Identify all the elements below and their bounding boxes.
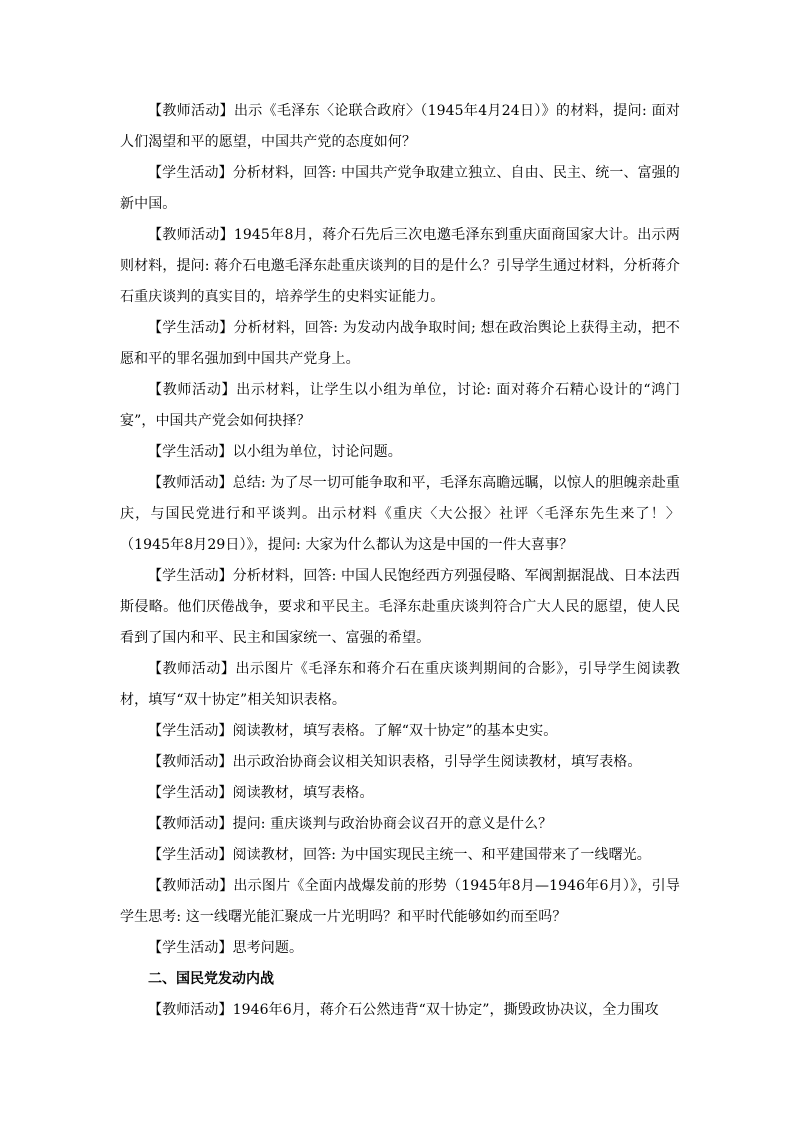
paragraph-teacher-8: 【教师活动】出示图片《全面内战爆发前的形势（1945年8月—1946年6月）》，引导学生思考: 这一线曙光能汇聚成一片光明吗？和平时代能够如约而至吗？ bbox=[120, 878, 680, 925]
paragraph-student-6: 【学生活动】阅读教材，填写表格。 bbox=[148, 785, 374, 801]
document-body bbox=[120, 96, 680, 1026]
paragraph-student-1: 【学生活动】分析材料，回答: 中国共产党争取建立独立、自由、民主、统一、富强的新中国。 bbox=[120, 165, 680, 212]
paragraph-student-4: 【学生活动】分析材料，回答: 中国人民饱经西方列强侵略、军阀割据混战、日本法西斯侵略。他们厌倦战争，要求和平民主。毛泽东赴重庆谈判符合广大人民的愿望，使人民看到了国内和平、民主和国家统一、富强的希望。 bbox=[120, 568, 680, 646]
paragraph-student-2: 【学生活动】分析材料，回答: 为发动内战争取时间; 想在政治舆论上获得主动，把不愿和平的罪名强加到中国共产党身上。 bbox=[120, 320, 680, 367]
paragraph-teacher-4: 【教师活动】总结: 为了尽一切可能争取和平，毛泽东高瞻远瞩，以惊人的胆魄亲赴重庆，与国民党进行和平谈判。出示材料《重庆〈大公报〉社评〈毛泽东先生来了！〉（1945年8月29日）》，提问: 大家为什么都认为这是中国的一件大喜事？ bbox=[120, 475, 680, 553]
paragraph-teacher-3: 【教师活动】出示材料，让学生以小组为单位，讨论: 面对蒋介石精心设计的“鸿门宴”，中国共产党会如何抉择？ bbox=[120, 382, 680, 429]
paragraph-student-3: 【学生活动】以小组为单位，讨论问题。 bbox=[148, 444, 402, 460]
paragraph-student-7: 【学生活动】阅读教材，回答: 为中国实现民主统一、和平建国带来了一线曙光。 bbox=[148, 847, 651, 863]
paragraph-teacher-6: 【教师活动】出示政治协商会议相关知识表格，引导学生阅读教材，填写表格。 bbox=[148, 754, 642, 770]
paragraph-teacher-7: 【教师活动】提问: 重庆谈判与政治协商会议召开的意义是什么？ bbox=[148, 816, 553, 832]
paragraph-teacher-9: 【教师活动】1946年6月，蒋介石公然违背“双十协定”，撕毁政协决议，全力围攻 bbox=[148, 1002, 659, 1018]
paragraph-teacher-5: 【教师活动】出示图片《毛泽东和蒋介石在重庆谈判期间的合影》，引导学生阅读教材，填写“双十协定”相关知识表格。 bbox=[120, 661, 680, 708]
paragraph-teacher-1: 【教师活动】出示《毛泽东〈论联合政府〉（1945年4月24日）》的材料，提问: 面对人们渴望和平的愿望，中国共产党的态度如何？ bbox=[120, 103, 680, 150]
paragraph-student-8: 【学生活动】思考问题。 bbox=[148, 940, 304, 956]
paragraph-teacher-2: 【教师活动】1945年8月，蒋介石先后三次电邀毛泽东到重庆面商国家大计。出示两则材料，提问: 蒋介石电邀毛泽东赴重庆谈判的目的是什么？引导学生通过材料，分析蒋介石重庆谈判的真实目的，培养学生的史料实证能力。 bbox=[120, 227, 680, 305]
paragraph-student-5: 【学生活动】阅读教材，填写表格。了解“双十协定”的基本史实。 bbox=[148, 723, 558, 739]
section-heading: 二、国民党发动内战 bbox=[148, 971, 274, 987]
